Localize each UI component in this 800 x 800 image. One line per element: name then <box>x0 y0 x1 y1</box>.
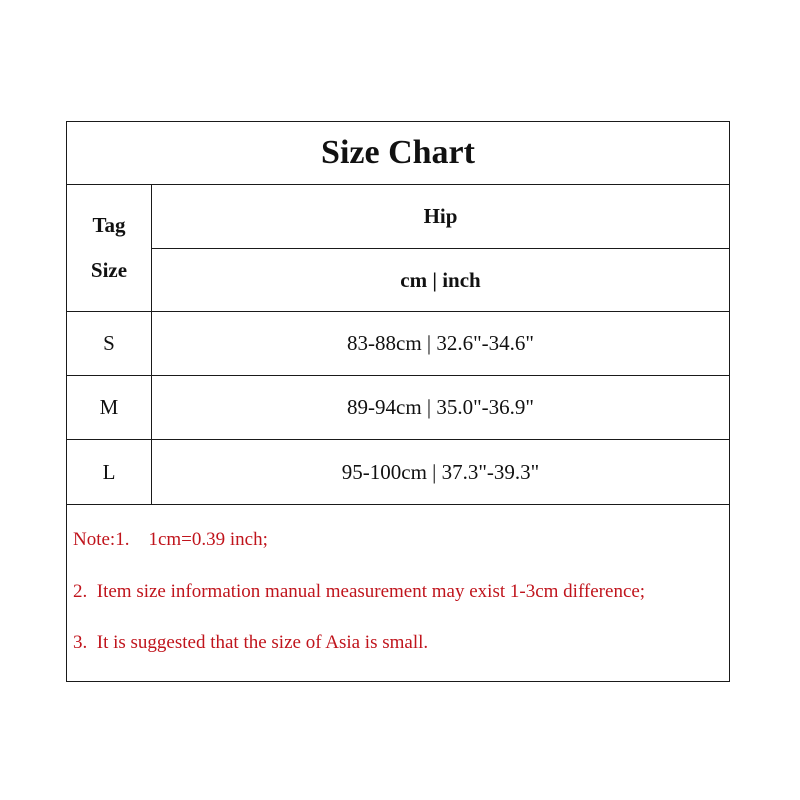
hip-cell-s: 83-88cm | 32.6"-34.6" <box>152 312 729 376</box>
note-2: 2. Item size information manual measurement may exist 1-3cm difference; <box>73 581 646 602</box>
size-chart-table <box>66 121 730 682</box>
hip-cell-m: 89-94cm | 35.0"-36.9" <box>152 376 729 440</box>
tag-size-header <box>67 185 152 312</box>
size-cell-l: L <box>67 440 152 505</box>
page-title: Size Chart <box>67 122 729 185</box>
tag-size-header-line1: Tag <box>92 213 126 237</box>
notes-section <box>67 505 729 681</box>
tag-size-header-line2: Size <box>90 258 128 282</box>
note-3: 3. It is suggested that the size of Asia is small. <box>73 632 429 653</box>
note-1: Note:1. 1cm=0.39 inch; <box>73 529 268 550</box>
hip-cell-l: 95-100cm | 37.3"-39.3" <box>152 440 729 505</box>
units-header: cm | inch <box>152 249 729 312</box>
size-cell-s: S <box>67 312 152 376</box>
hip-header: Hip <box>152 185 729 249</box>
size-cell-m: M <box>67 376 152 440</box>
